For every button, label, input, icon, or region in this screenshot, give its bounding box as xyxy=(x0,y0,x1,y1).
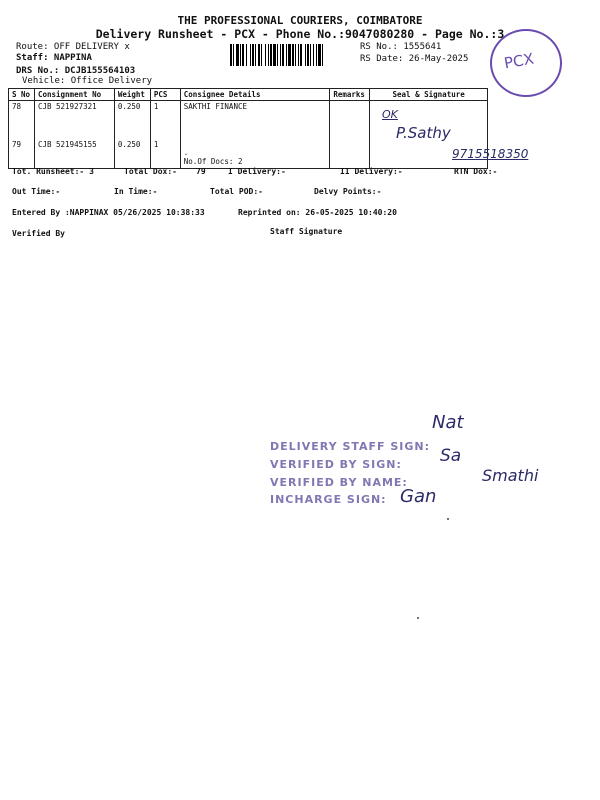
row-docs-count: No.Of Docs: 2 xyxy=(183,156,243,166)
row-consignment: CJB 521927321 xyxy=(34,101,114,139)
handwritten-ok: OK xyxy=(382,108,398,121)
stray-dot xyxy=(417,617,419,619)
handwritten-signature: P.Sathy xyxy=(396,124,451,142)
entered-by: Entered By :NAPPINAX 05/26/2025 10:38:33 xyxy=(12,208,205,217)
total-dox: Total Dox:- xyxy=(124,167,177,176)
handwritten-verified-name: Smathi xyxy=(482,466,539,485)
table-row xyxy=(9,139,488,169)
company-title: THE PROFESSIONAL COURIERS, COIMBATORE xyxy=(177,14,423,27)
i-delivery: I Delivery:- xyxy=(228,167,286,176)
route-label: Route: OFF DELIVERY x xyxy=(16,42,130,52)
reprinted-on: Reprinted on: 26-05-2025 10:40:20 xyxy=(238,208,397,217)
col-seal: Seal & Signature xyxy=(370,89,488,101)
row-consignee: SAKTHI FINANCE xyxy=(180,101,330,139)
row-consignment: CJB 521945155 xyxy=(34,139,114,169)
total-runsheet: Tot. Runsheet:- 3 xyxy=(12,167,94,176)
row-consignee-detail: . xyxy=(183,147,189,157)
stray-dot xyxy=(447,518,449,520)
staff-label: Staff: NAPPINA xyxy=(16,53,92,63)
vehicle-label: Vehicle: Office Delivery xyxy=(22,76,153,86)
row-pcs: 1 xyxy=(150,139,180,169)
row-remarks xyxy=(330,139,370,169)
ii-delivery: II Delivery:- xyxy=(340,167,403,176)
row-consignee xyxy=(180,139,330,169)
col-consignment: Consignment No xyxy=(34,89,114,101)
row-weight: 0.250 xyxy=(114,139,150,169)
col-consignee: Consignee Details xyxy=(180,89,330,101)
row-remarks xyxy=(330,101,370,139)
row-pcs: 1 xyxy=(150,101,180,139)
row-weight: 0.250 xyxy=(114,101,150,139)
delivery-staff-sign: DELIVERY STAFF SIGN: xyxy=(270,440,431,453)
pcx-stamp-text: PCX xyxy=(502,49,536,73)
rs-number: RS No.: 1555641 xyxy=(360,42,442,52)
barcode-bar xyxy=(323,44,325,66)
in-time: In Time:- xyxy=(114,187,158,196)
rtn-dox: RTN Dox:- xyxy=(454,167,498,176)
incharge-sign: INCHARGE SIGN: xyxy=(270,493,387,506)
col-remarks: Remarks xyxy=(330,89,370,101)
handwritten-staff-sign: Nat xyxy=(432,412,464,433)
out-time: Out Time:- xyxy=(12,187,61,196)
staff-signature: Staff Signature xyxy=(270,227,343,236)
delivery-points: Delvy Points:- xyxy=(314,187,382,196)
row-sno: 78 xyxy=(9,101,35,139)
handwritten-incharge-sign: Gan xyxy=(400,486,437,507)
drs-label: DRS No.: DCJB155564103 xyxy=(16,66,136,76)
rs-date: RS Date: 26-May-2025 xyxy=(360,54,469,64)
verified-by-sign: VERIFIED BY SIGN: xyxy=(270,458,402,471)
total-pod: Total POD:- xyxy=(210,187,263,196)
col-pcs: PCS xyxy=(150,89,180,101)
barcode xyxy=(230,44,350,66)
row-sno: 79 xyxy=(9,139,35,169)
handwritten-phone: 9715518350 xyxy=(452,147,529,161)
table-header-row xyxy=(9,89,488,101)
runsheet-subtitle: Delivery Runsheet - PCX - Phone No.:9047080280 - Page No.:3 xyxy=(95,27,505,41)
col-weight: Weight xyxy=(114,89,150,101)
col-sno: S No xyxy=(9,89,35,101)
handwritten-verified-sign: Sa xyxy=(440,446,462,466)
verified-by-name: VERIFIED BY NAME: xyxy=(270,476,408,489)
total-dox-value: 79 xyxy=(196,167,206,176)
verified-by: Verified By xyxy=(12,229,65,238)
